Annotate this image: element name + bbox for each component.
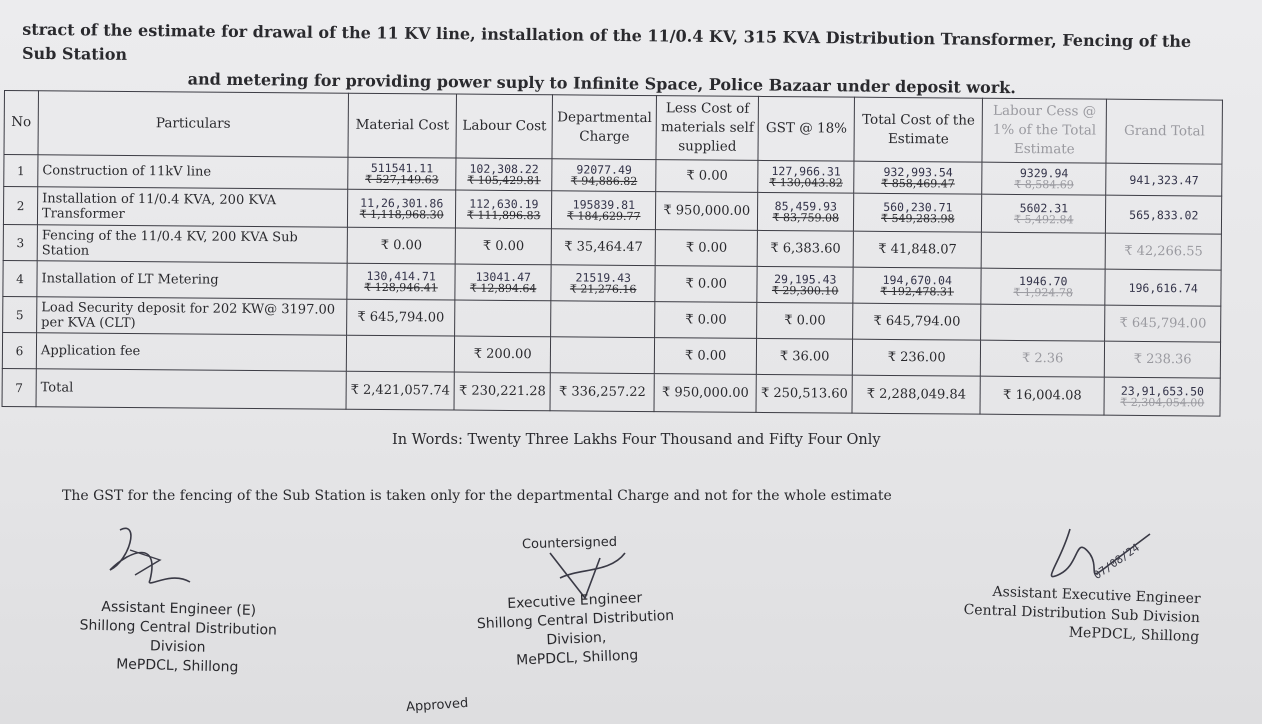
- cell-labour: [456, 158, 552, 191]
- struck-value: ₹ 549,283.98: [880, 211, 955, 226]
- struck-value: ₹ 111,896.83: [466, 208, 541, 223]
- cell-total: [854, 193, 982, 232]
- cell-less: ₹ 0.00: [655, 266, 757, 303]
- struck-value: ₹ 94,886.82: [570, 174, 638, 188]
- cell-material: [348, 157, 456, 190]
- cell-grand: [1106, 163, 1222, 196]
- handwritten-value: 29,195.43: [774, 272, 837, 287]
- cell-dept: [552, 159, 656, 192]
- cell-grand: ₹ 645,794.00: [1105, 305, 1221, 342]
- header-material: Material Cost: [348, 93, 457, 158]
- signature-date: 07/08/24: [1091, 540, 1142, 583]
- cell-grand: ₹ 42,266.55: [1105, 233, 1221, 270]
- cell-particulars: Installation of LT Metering: [37, 261, 347, 299]
- cell-cess: [982, 162, 1106, 195]
- cell-material: ₹ 0.00: [347, 227, 456, 264]
- cell-particulars: Fencing of the 11/0.4 KV, 200 KVA Sub Station: [37, 225, 347, 263]
- cell-material: ₹ 645,794.00: [347, 299, 456, 336]
- table-header-row: [4, 91, 1223, 165]
- amount-in-words: In Words: Twenty Three Lakhs Four Thousand and Fifty Four Only: [392, 432, 881, 448]
- cell-gst: [758, 192, 854, 231]
- handwritten-value: 85,459.93: [774, 199, 838, 214]
- cell-gst: [758, 160, 854, 193]
- handwritten-value: 112,630.19: [469, 196, 539, 212]
- sig-right-title: Assistant Executive Engineer: [992, 583, 1201, 608]
- struck-value: ₹ 130,043.82: [769, 176, 843, 190]
- handwritten-value: 196,616.74: [1128, 280, 1198, 295]
- cell-labour: ₹ 0.00: [455, 228, 551, 265]
- signature-left: [57, 597, 299, 679]
- header-sl: No: [4, 91, 39, 155]
- cell-material: [346, 335, 455, 372]
- handwritten-value: 194,670.04: [882, 272, 952, 288]
- cell-particulars: Load Security deposit for 202 KW@ 3197.00 per KVA (CLT): [37, 297, 347, 335]
- cell-material: ₹ 2,421,057.74: [346, 371, 455, 410]
- sig-left-line3: MePDCL, Shillong: [116, 656, 239, 676]
- estimate-table: [2, 90, 1224, 417]
- header-total: Total Cost of the Estimate: [854, 97, 982, 162]
- cell-grand: ₹ 238.36: [1105, 341, 1221, 378]
- cell-cess: ₹ 16,004.08: [980, 376, 1104, 415]
- cell-grand: [1105, 269, 1221, 306]
- cell-gst: ₹ 250,513.60: [756, 374, 852, 413]
- handwritten-value: 130,414.71: [366, 268, 436, 284]
- cell-sl: 5: [3, 296, 37, 332]
- sig-middle-line2: Shillong Central Distribution Division,: [476, 607, 675, 649]
- cell-labour: ₹ 230,221.28: [454, 372, 550, 411]
- cell-less: ₹ 950,000.00: [656, 192, 758, 231]
- struck-value: ₹ 83,759.08: [772, 211, 840, 225]
- cell-labour: [455, 300, 551, 337]
- cell-cess: [982, 194, 1106, 233]
- handwritten-value: 21519.43: [575, 270, 632, 285]
- cell-dept: [551, 265, 655, 302]
- cell-gst: ₹ 0.00: [757, 302, 853, 339]
- handwritten-value: 195839.81: [572, 197, 636, 212]
- handwritten-value: 127,966.31: [771, 164, 841, 179]
- cell-gst: [757, 266, 853, 303]
- cell-total: ₹ 2,288,049.84: [852, 375, 980, 414]
- header-cess: Labour Cess @ 1% of the Total Estimate: [982, 98, 1106, 163]
- sig-right-line2: Central Distribution Sub Division: [963, 601, 1201, 627]
- cell-material: [347, 189, 456, 228]
- cell-material: [347, 263, 456, 300]
- signature-left-icon: [100, 520, 200, 600]
- sig-middle-title: Executive Engineer: [506, 590, 643, 612]
- cell-particulars: Installation of 11/0.4 KVA, 200 KVA Transformer: [37, 187, 347, 227]
- struck-value: ₹ 8,584.69: [1014, 177, 1074, 192]
- cell-total: ₹ 645,794.00: [853, 303, 981, 340]
- header-grand: Grand Total: [1106, 99, 1222, 164]
- cell-gst: ₹ 36.00: [757, 338, 853, 375]
- cell-gst: ₹ 6,383.60: [757, 230, 853, 267]
- title-line-2: and metering for providing power suply to Infinite Space, Police Bazaar under deposit work.: [187, 69, 1016, 98]
- struck-value: ₹ 192,478.31: [880, 284, 954, 299]
- handwritten-value: 941,323.47: [1129, 172, 1199, 187]
- handwritten-value: 9329.94: [1019, 165, 1069, 181]
- header-departmental: Departmental Charge: [552, 95, 656, 160]
- cell-grand: [1106, 195, 1222, 234]
- cell-sl: 3: [3, 224, 37, 260]
- document-title: [22, 18, 1223, 103]
- struck-value: ₹ 2,304,054.00: [1120, 395, 1205, 410]
- approved-label: Approved: [405, 695, 469, 716]
- sig-middle-line3: MePDCL, Shillong: [515, 647, 639, 669]
- signature-right: [959, 582, 1201, 647]
- cell-sl: 6: [2, 332, 36, 368]
- cell-particulars: Total: [36, 369, 346, 409]
- handwritten-value: 565,833.02: [1129, 207, 1199, 222]
- header-less-cost: Less Cost of materials self supplied: [656, 96, 758, 161]
- cell-sl: 1: [4, 155, 38, 187]
- sig-left-line2: Shillong Central Distribution Division: [79, 617, 278, 656]
- countersigned-label: Countersigned: [521, 534, 618, 553]
- struck-value: ₹ 527,149.63: [365, 172, 439, 187]
- cell-particulars: Construction of 11kV line: [38, 155, 348, 189]
- struck-value: ₹ 1,924.78: [1013, 285, 1073, 300]
- cell-labour: [456, 190, 552, 229]
- handwritten-value: 560,230.71: [883, 199, 953, 215]
- struck-value: ₹ 5,492.84: [1013, 212, 1074, 227]
- cell-dept: ₹ 35,464.47: [551, 229, 655, 266]
- cell-less: ₹ 950,000.00: [654, 374, 756, 413]
- header-labour: Labour Cost: [456, 94, 552, 159]
- cell-total: [853, 267, 981, 304]
- cell-labour: ₹ 200.00: [455, 336, 551, 373]
- cell-less: ₹ 0.00: [656, 160, 758, 193]
- cell-sl: 7: [2, 368, 36, 406]
- struck-value: ₹ 105,429.81: [467, 173, 541, 188]
- cell-dept: ₹ 336,257.22: [550, 373, 654, 412]
- cell-total: ₹ 236.00: [853, 339, 981, 376]
- cell-cess: [981, 304, 1105, 341]
- sig-right-line3: MePDCL, Shillong: [1068, 624, 1200, 646]
- signature-right-icon: [1030, 524, 1160, 594]
- struck-value: ₹ 12,894.64: [469, 281, 537, 296]
- handwritten-value: 92077.49: [576, 162, 632, 177]
- handwritten-value: 13041.47: [475, 269, 532, 285]
- handwritten-value: 932,993.54: [883, 164, 953, 180]
- title-line-1: stract of the estimate for drawal of the 11 KV line, installation of the 11/0.4 KV, 315 KVA Distribution Transformer, Fencing of the Sub Station: [21, 19, 1192, 64]
- cell-sl: 4: [3, 260, 37, 296]
- cell-less: ₹ 0.00: [655, 338, 757, 375]
- handwritten-value: 1946.70: [1018, 273, 1068, 289]
- struck-value: ₹ 21,276.16: [569, 282, 637, 296]
- cell-less: ₹ 0.00: [655, 230, 757, 267]
- header-particulars: Particulars: [38, 91, 348, 157]
- struck-value: ₹ 858,469.47: [881, 176, 955, 191]
- signature-middle: [454, 587, 697, 673]
- cell-grand: [1104, 377, 1220, 416]
- cell-total: ₹ 41,848.07: [853, 231, 981, 268]
- header-gst: GST @ 18%: [758, 96, 854, 161]
- sig-left-title: Assistant Engineer (E): [101, 598, 257, 620]
- cell-cess: [981, 232, 1105, 269]
- cell-dept: [551, 337, 655, 374]
- cell-cess: [981, 268, 1105, 305]
- cell-particulars: Application fee: [36, 333, 346, 371]
- handwritten-value: 23,91,653.50: [1120, 383, 1205, 399]
- cell-sl: 2: [3, 187, 37, 225]
- handwritten-value: 102,308.22: [469, 161, 539, 177]
- cell-labour: [455, 264, 551, 301]
- handwritten-value: 11,26,301.86: [360, 195, 444, 211]
- struck-value: ₹ 1,118,968.30: [359, 207, 444, 222]
- gst-note: The GST for the fencing of the Sub Station is taken only for the departmental Charge and not for the whole estimate: [62, 488, 892, 504]
- struck-value: ₹ 29,300.10: [771, 284, 839, 298]
- handwritten-value: 5602.31: [1019, 200, 1069, 216]
- struck-value: ₹ 184,629.77: [566, 209, 641, 224]
- cell-total: [854, 161, 982, 194]
- struck-value: ₹ 128,946.41: [364, 280, 438, 295]
- cell-dept: [552, 191, 656, 230]
- handwritten-value: 511541.11: [370, 160, 434, 176]
- cell-cess: ₹ 2.36: [981, 340, 1105, 377]
- cell-less: ₹ 0.00: [655, 302, 757, 339]
- cell-dept: [551, 301, 655, 338]
